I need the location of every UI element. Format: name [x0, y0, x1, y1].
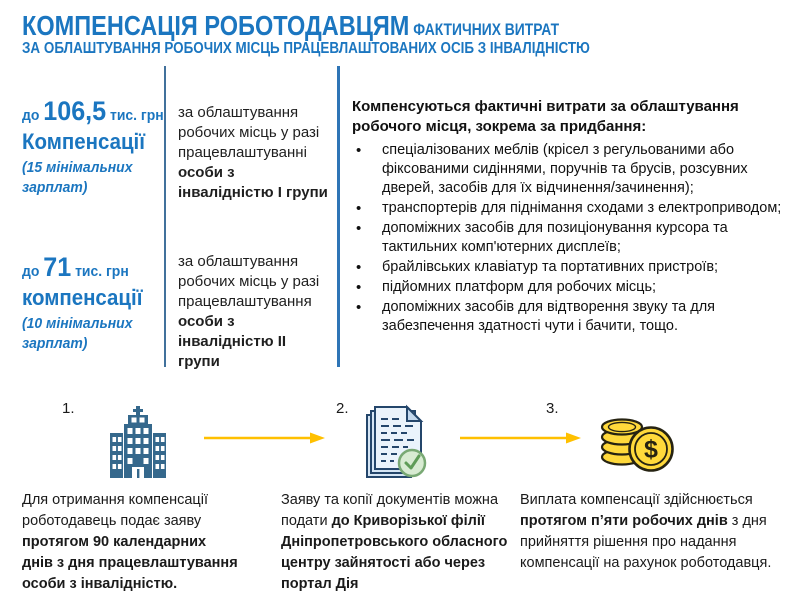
list-item: • спеціалізованих меблів (крісел з регульованими або фіксованими сидіннями, поручнів та брусів, розсувних дверей, засобів для їх відчинення/зачинення); — [352, 141, 800, 198]
amount-label: Компенсації — [22, 129, 145, 154]
amount-row-2 — [22, 252, 171, 353]
page-subtitle: ЗА ОБЛАШТУВАННЯ РОБОЧИХ МІСЦЬ ПРАЦЕВЛАШТОВАНИХ ОСІБ З ІНВАЛІДНІСТЮ — [22, 40, 590, 57]
condition-row-1: за облаштування робочих місць у разі працевлаштуванні особи з інвалідністю І групи — [178, 104, 328, 201]
condition-bold: особи з інвалідністю І групи — [178, 163, 328, 201]
arrow-right-icon — [204, 430, 326, 446]
details-panel — [352, 97, 800, 337]
amount-line: до 71 тис. грн — [22, 252, 129, 282]
step-number-1: 1. — [62, 400, 75, 417]
step-number-2: 2. — [336, 400, 349, 417]
condition-bold: особи з інвалідністю ІІ групи — [178, 312, 287, 370]
vertical-divider-right — [337, 66, 340, 367]
amount-note: (10 мінімальних зарплат) — [22, 315, 133, 352]
step-number-3: 3. — [546, 400, 559, 417]
title-main: КОМПЕНСАЦІЯ РОБОТОДАВЦЯМ — [22, 10, 410, 41]
page-title — [22, 10, 661, 42]
amount-value: 106,5 — [43, 96, 107, 126]
list-item: • брайлівських клавіатур та портативних пристроїв; — [352, 258, 800, 277]
amount-value: 71 — [43, 252, 72, 282]
list-item: • транспортерів для піднімання сходами з електроприводом; — [352, 199, 800, 218]
list-item: • допоміжних засобів для позиціонування курсора та тактильних комп'ютерних дисплеїв; — [352, 219, 800, 257]
amount-label: компенсації — [22, 285, 143, 310]
arrow-right-icon — [460, 430, 582, 446]
amount-note: (15 мінімальних зарплат) — [22, 159, 133, 196]
details-heading: Компенсуються фактичні витрати за облаштування робочого місця, зокрема за придбання: — [352, 98, 739, 135]
list-item: • допоміжних засобів для відтворення звуку та для забезпечення здатності чути і бачити, тощо. — [352, 298, 800, 336]
svg-text:$: $ — [644, 435, 658, 464]
amount-unit: тис. грн — [106, 107, 164, 124]
title-suffix: ФАКТИЧНИХ ВИТРАТ — [409, 21, 560, 39]
coins-icon — [598, 412, 674, 472]
step-description-2: Заяву та копії документів можна подати до Криворізької філії Дніпропетровського обласного центру зайнятості або через портал Дія — [281, 492, 508, 592]
condition-row-2: за облаштування робочих місць у разі працевлаштування особи з інвалідністю ІІ групи — [178, 253, 320, 370]
amount-unit: тис. грн — [71, 263, 129, 280]
step-description-3: Виплата компенсації здійснюється протягом п’яти робочих днів з дня прийняття рішення про надання компенсації на рахунок роботодавця. — [520, 492, 772, 571]
documents-icon — [362, 404, 428, 480]
amount-row-1 — [22, 96, 171, 197]
step-description-1: Для отримання компенсації роботодавець подає заяву протягом 90 календарних днів з дня працевлаштування особи з інвалідністю. — [22, 492, 238, 592]
amount-line: до 106,5 тис. грн — [22, 96, 164, 126]
list-item: • підйомних платформ для робочих місць; — [352, 278, 800, 297]
building-icon — [104, 406, 172, 478]
details-bullet-list — [352, 141, 800, 336]
